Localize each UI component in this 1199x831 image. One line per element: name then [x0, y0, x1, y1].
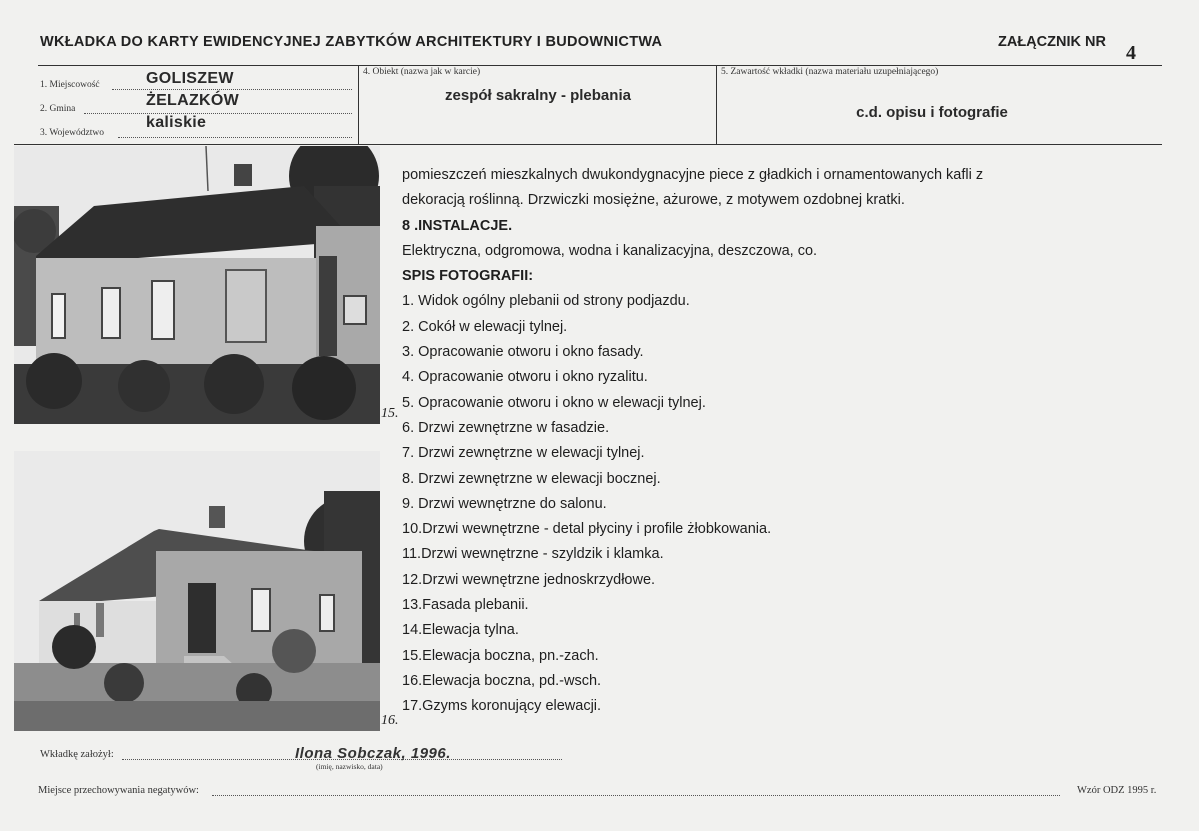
header-top-rule: [38, 65, 1162, 66]
voivodeship-value: kaliskie: [146, 114, 207, 131]
object-label: 4. Obiekt (nazwa jak w karcie): [363, 67, 481, 77]
locality-dots: [112, 89, 352, 90]
photo-list-item: 11.Drzwi wewnętrzne - szyldzik i klamka.: [402, 546, 664, 563]
house-photo-icon: [14, 451, 380, 731]
photo-list-item: 12.Drzwi wewnętrzne jednoskrzydłowe.: [402, 571, 656, 588]
locality-label: 1. Miejscowość: [40, 80, 100, 90]
photo-list-item: 6. Drzwi zewnętrzne w fasadzie.: [402, 419, 610, 436]
attachment-number: 4: [1126, 42, 1136, 64]
photo-list-heading: SPIS FOTOGRAFII:: [402, 268, 534, 285]
installations-text: Elektryczna, odgromowa, wodna i kanalizacyjna, deszczowa, co.: [402, 242, 818, 259]
negatives-label: Miejsce przechowywania negatywów:: [38, 785, 199, 796]
photo-list-item: 3. Opracowanie otworu i okno fasady.: [402, 344, 644, 361]
contents-label: 5. Zawartość wkładki (nazwa materiału uzupełniającego): [721, 67, 939, 77]
divider-right: [716, 65, 717, 144]
commune-value: ŻELAZKÓW: [146, 92, 240, 109]
installations-heading: 8 .INSTALACJE.: [402, 217, 513, 234]
photo-15: [14, 146, 380, 424]
photo-list-item: 17.Gzyms koronujący elewacji.: [402, 698, 602, 715]
photo-list-item: 10.Drzwi wewnętrzne - detal płyciny i profile żłobkowania.: [402, 521, 772, 538]
commune-label: 2. Gmina: [40, 104, 76, 114]
author-hint: (imię, nazwisko, data): [316, 762, 383, 771]
photo-list-item: 13.Fasada plebanii.: [402, 597, 529, 614]
photo-list-item: 8. Drzwi zewnętrzne w elewacji bocznej.: [402, 470, 661, 487]
description-text: [402, 163, 1122, 720]
photo-list-item: 15.Elewacja boczna, pn.-zach.: [402, 647, 599, 664]
author-label: Wkładkę założył:: [40, 749, 114, 760]
photo-list-item: 16.Elewacja boczna, pd.-wsch.: [402, 672, 602, 689]
object-value: zespół sakralny - plebania: [445, 87, 631, 104]
photo-15-number: 15.: [381, 406, 399, 421]
photo-list-item: 9. Drzwi wewnętrzne do salonu.: [402, 495, 607, 512]
house-photo-icon: [14, 146, 380, 424]
locality-value: GOLISZEW: [146, 70, 234, 87]
document-title: WKŁADKA DO KARTY EWIDENCYJNEJ ZABYTKÓW ARCHITEKTURY I BUDOWNICTWA: [40, 34, 663, 50]
photo-list-item: 7. Drzwi zewnętrzne w elewacji tylnej.: [402, 445, 645, 462]
photo-list-item: 4. Opracowanie otworu i okno ryzalitu.: [402, 369, 648, 386]
template-label: Wzór ODZ 1995 r.: [1077, 785, 1157, 796]
author-signature: Ilona Sobczak, 1996.: [295, 745, 451, 762]
attachment-label: ZAŁĄCZNIK NR: [998, 34, 1106, 50]
photo-16: [14, 451, 380, 731]
header-bottom-rule: [14, 144, 1162, 145]
voivodeship-label: 3. Województwo: [40, 128, 104, 138]
voivodeship-dots: [118, 137, 352, 138]
negatives-dots: [212, 795, 1060, 796]
photo-list-item: 1. Widok ogólny plebanii od strony podjazdu.: [402, 293, 690, 310]
photo-16-number: 16.: [381, 713, 399, 728]
divider-left: [358, 65, 359, 144]
photo-list-item: 2. Cokół w elewacji tylnej.: [402, 318, 568, 335]
photo-list-item: 5. Opracowanie otworu i okno w elewacji tylnej.: [402, 394, 706, 411]
commune-dots: [84, 113, 352, 114]
photo-list-item: 14.Elewacja tylna.: [402, 622, 519, 639]
description-line-2: dekoracją roślinną. Drzwiczki mosiężne, ażurowe, z motywem ozdobnej kratki.: [402, 192, 905, 209]
description-line-1: pomieszczeń mieszkalnych dwukondygnacyjne piece z gładkich i ornamentowanych kafli z: [402, 167, 984, 183]
contents-value: c.d. opisu i fotografie: [856, 104, 1008, 121]
